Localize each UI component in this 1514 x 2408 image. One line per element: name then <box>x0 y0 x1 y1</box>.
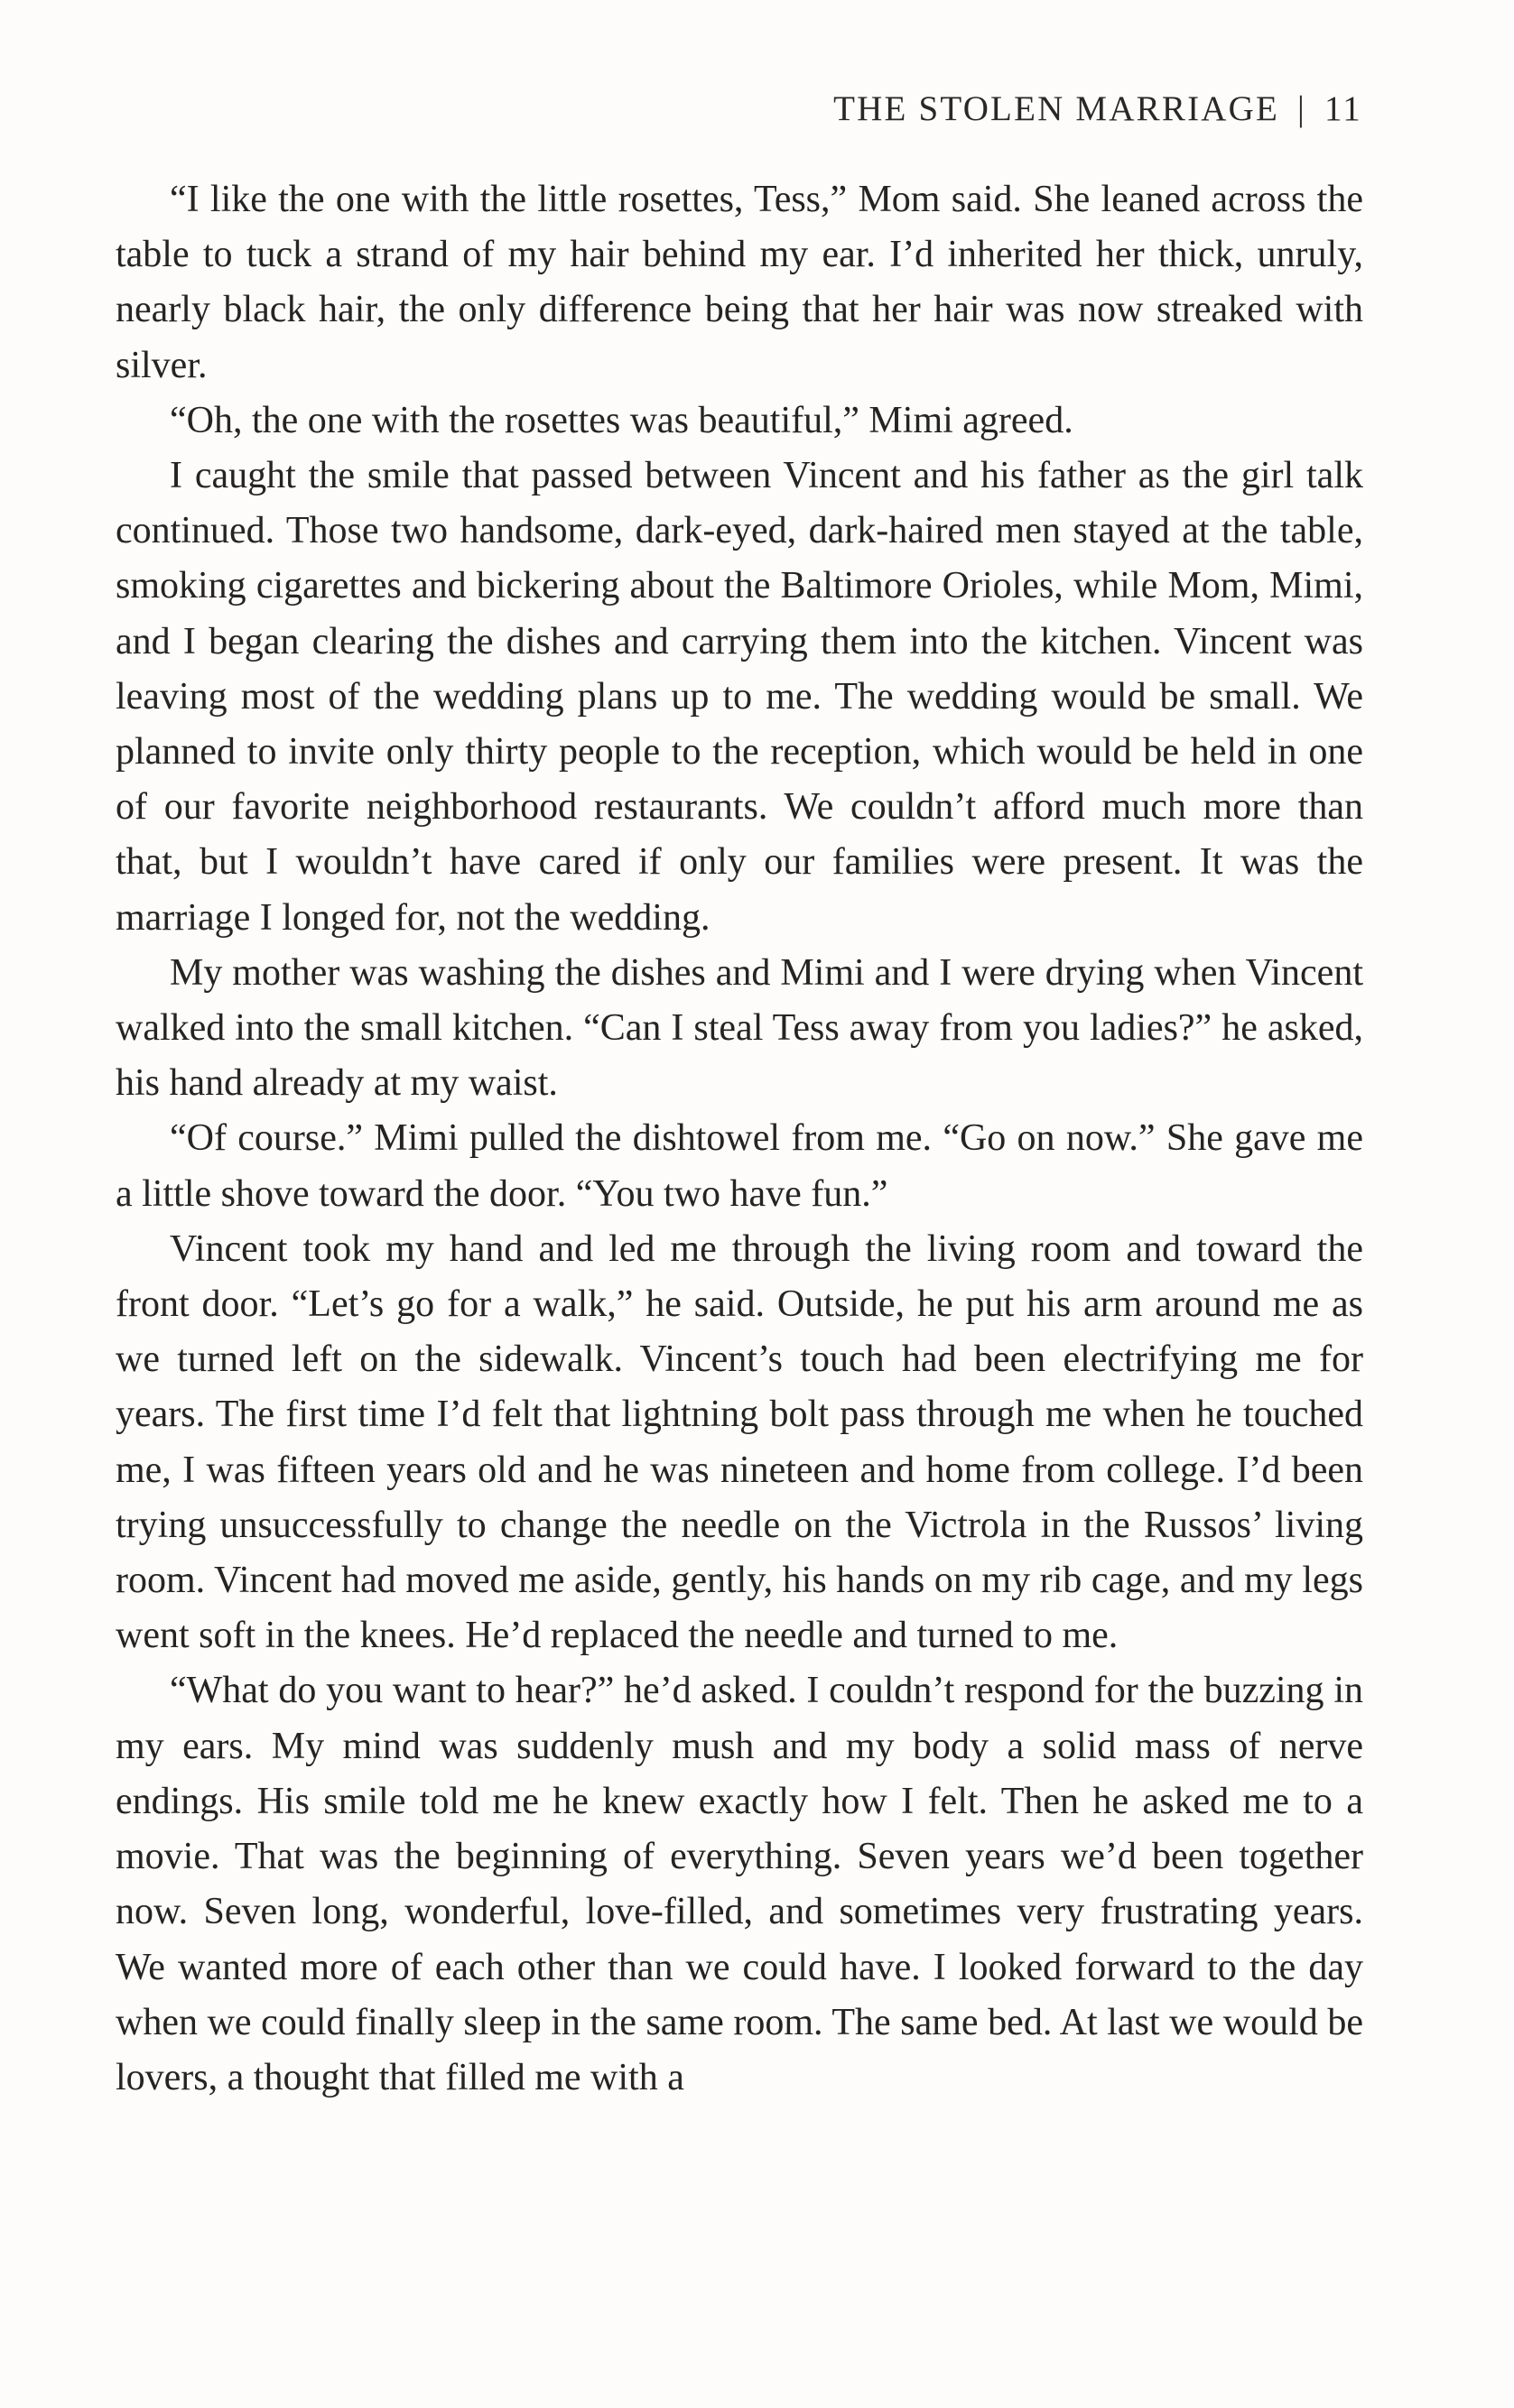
paragraph: “I like the one with the little rosettes, Tess,” Mom said. She leaned across the table to tuck a strand of my hair behind my ear. I’d inherited her thick, unruly, nearly black hair, the only difference being that her hair was now streaked with silver. <box>116 179 1363 386</box>
body-text <box>116 172 1363 2106</box>
paragraph: I caught the smile that passed between Vincent and his father as the girl talk continued. Those two handsome, dark-eyed, dark-haired men stayed at the table, smoking cigarettes and bickering about the Baltimore Orioles, while Mom, Mimi, and I began clearing the dishes and carrying them into the kitchen. Vincent was leaving most of the wedding plans up to me. The wedding would be small. We planned to invite only thirty people to the reception, which would be held in one of our favorite neighborhood restaurants. We couldn’t afford much more than that, but I wouldn’t have cared if only our families were present. It was the marriage I longed for, not the wedding. <box>116 455 1363 939</box>
paragraph: My mother was washing the dishes and Mimi and I were drying when Vincent walked into the small kitchen. “Can I steal Tess away from you ladies?” he asked, his hand already at my waist. <box>116 951 1363 1105</box>
header-separator: | <box>1297 89 1307 128</box>
running-header <box>833 88 1362 129</box>
page-number: 11 <box>1324 89 1362 128</box>
paragraph: “Of course.” Mimi pulled the dishtowel from me. “Go on now.” She gave me a little shove toward the door. “You two have fun.” <box>116 1117 1363 1215</box>
paragraph: “What do you want to hear?” he’d asked. I couldn’t respond for the buzzing in my ears. My mind was suddenly mush and my body a solid mass of nerve endings. His smile told me he knew exactly how I felt. Then he asked me to a movie. That was the beginning of everything. Seven years we’d been together now. Seven long, wonderful, love-filled, and sometimes very frustrating years. We wanted more of each other than we could have. I looked forward to the day when we could finally sleep in the same room. The same bed. At last we would be lovers, a thought that filled me with a <box>116 1670 1363 2098</box>
book-title: THE STOLEN MARRIAGE <box>833 89 1280 128</box>
paragraph: Vincent took my hand and led me through the living room and toward the front door. “Let’s go for a walk,” he said. Outside, he put his arm around me as we turned left on the sidewalk. Vincent’s touch had been electrifying me for years. The first time I’d felt that lightning bolt pass through me when he touched me, I was fifteen years old and he was nineteen and home from college. I’d been trying unsuccessfully to change the needle on the Victrola in the Russos’ living room. Vincent had moved me aside, gently, his hands on my rib cage, and my legs went soft in the knees. He’d replaced the needle and turned to me. <box>116 1227 1363 1657</box>
paragraph: “Oh, the one with the rosettes was beautiful,” Mimi agreed. <box>170 399 1073 441</box>
